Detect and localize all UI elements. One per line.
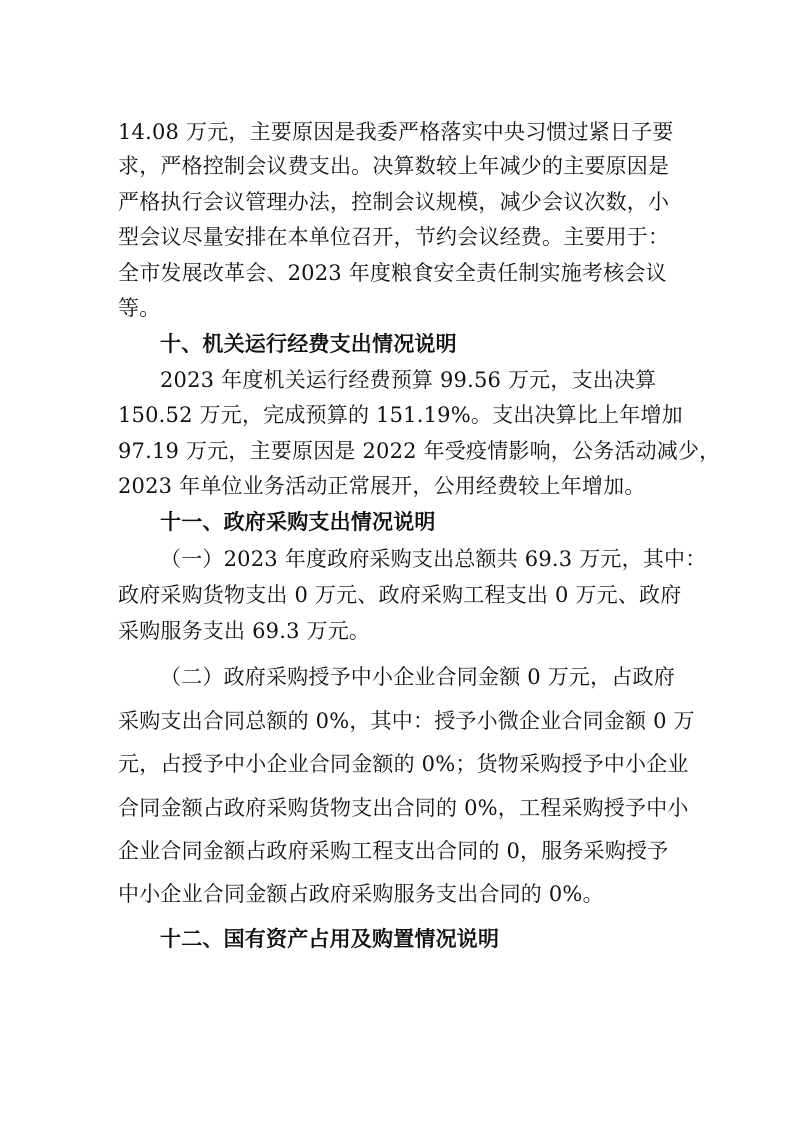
section-heading-12: 十二、国有资产占用及购置情况说明 bbox=[160, 927, 500, 951]
paragraph-line: 政府采购货物支出 0 万元、政府采购工程支出 0 万元、政府 bbox=[118, 583, 682, 607]
paragraph-line: （二）政府采购授予中小企业合同金额 0 万元，占政府 bbox=[160, 665, 675, 689]
paragraph-line: 97.19 万元，主要原因是 2022 年受疫情影响，公务活动减少， bbox=[118, 439, 721, 463]
paragraph-line: （一）2023 年度政府采购支出总额共 69.3 万元，其中： bbox=[160, 547, 707, 571]
paragraph-line: 采购支出合同总额的 0%，其中：授予小微企业合同金额 0 万 bbox=[118, 709, 695, 733]
paragraph-line: 企业合同金额占政府采购工程支出合同的 0，服务采购授予 bbox=[118, 839, 669, 863]
paragraph-line: 严格执行会议管理办法，控制会议规模，减少会议次数，小 bbox=[118, 190, 670, 214]
paragraph-line: 合同金额占政府采购货物支出合同的 0%，工程采购授予中小 bbox=[118, 796, 689, 820]
paragraph-line: 求，严格控制会议费支出。决算数较上年减少的主要原因是 bbox=[118, 154, 670, 178]
paragraph-line: 元，占授予中小企业合同金额的 0%；货物采购授予中小企业 bbox=[118, 752, 689, 776]
paragraph-line: 2023 年单位业务活动正常展开，公用经费较上年增加。 bbox=[118, 474, 646, 498]
paragraph-line: 全市发展改革会、2023 年度粮食安全责任制实施考核会议 bbox=[118, 261, 667, 285]
section-heading-11: 十一、政府采购支出情况说明 bbox=[160, 510, 436, 534]
paragraph-line: 等。 bbox=[118, 296, 161, 320]
paragraph-line: 中小企业合同金额占政府采购服务支出合同的 0%。 bbox=[118, 882, 604, 906]
paragraph-line: 2023 年度机关运行经费预算 99.56 万元，支出决算 bbox=[160, 368, 657, 392]
paragraph-line: 型会议尽量安排在本单位召开，节约会议经费。主要用于： bbox=[118, 225, 670, 249]
paragraph-line: 14.08 万元，主要原因是我委严格落实中央习惯过紧日子要 bbox=[118, 120, 674, 144]
paragraph-line: 采购服务支出 69.3 万元。 bbox=[118, 619, 371, 643]
paragraph-line: 150.52 万元，完成预算的 151.19%。支出决算比上年增加 bbox=[118, 403, 683, 427]
section-heading-10: 十、机关运行经费支出情况说明 bbox=[160, 332, 457, 356]
